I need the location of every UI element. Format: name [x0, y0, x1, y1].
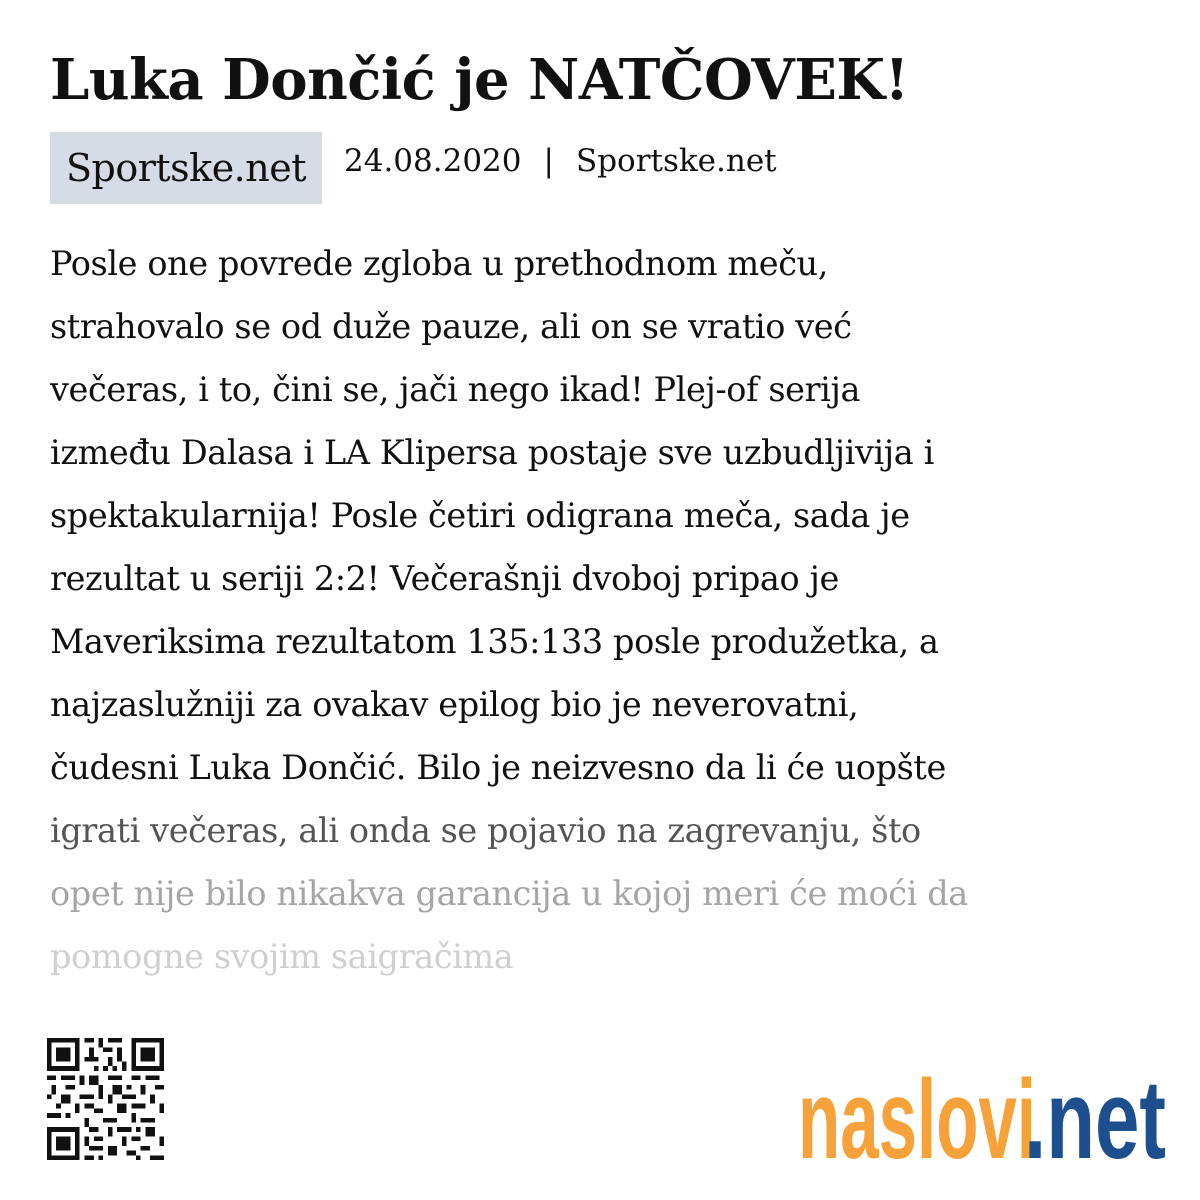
body-line: pomogne svojim saigračima [50, 937, 514, 976]
qr-code-icon[interactable] [46, 1038, 165, 1160]
article-body [50, 232, 1160, 992]
body-line: između Dalasa i LA Klipersa postaje sve uzbudljivija i [50, 433, 934, 472]
body-line: igrati večeras, ali onda se pojavio na zagrevanju, što [50, 811, 921, 850]
body-line: opet nije bilo nikakva garancija u kojoj meri će moći da [50, 874, 968, 913]
body-line: čudesni Luka Dončić. Bilo je neizvesno da li će uopšte [50, 748, 946, 787]
body-line: večeras, i to, čini se, jači nego ikad! Plej-of serija [50, 370, 861, 409]
body-line: spektakularnija! Posle četiri odigrana meča, sada je [50, 496, 910, 535]
article-source[interactable]: Sportske.net [575, 143, 777, 179]
naslovi-net-logo[interactable] [798, 1060, 1168, 1170]
logo-suffix-text: .net [1024, 1060, 1166, 1170]
meta-info [344, 143, 777, 179]
article-meta [50, 132, 777, 204]
body-line: Maveriksima rezultatom 135:133 posle produžetka, a [50, 622, 939, 661]
article-title: Luka Dončić je NATČOVEK! [50, 47, 909, 113]
body-line: Posle one povrede zgloba u prethodnom meču, [50, 244, 828, 283]
source-badge[interactable]: Sportske.net [50, 132, 322, 204]
body-line: najzaslužniji za ovakav epilog bio je neverovatni, [50, 685, 859, 724]
body-line: strahovalo se od duže pauze, ali on se vratio već [50, 307, 852, 346]
article-date: 24.08.2020 [344, 143, 522, 179]
logo-main-text: naslovi [798, 1060, 1036, 1170]
meta-separator: | [543, 143, 554, 179]
body-line: rezultat u seriji 2:2! Večerašnji dvoboj pripao je [50, 559, 839, 598]
